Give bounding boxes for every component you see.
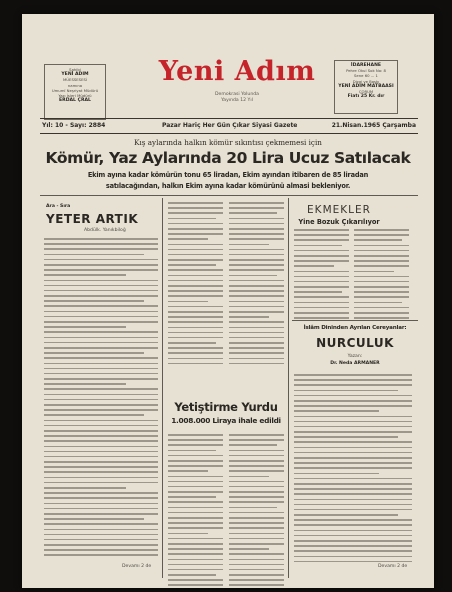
headline-sub-line2: satılacağından, halkın Ekim ayına kadar kömürünü almasi bekleniyor.: [105, 182, 351, 190]
lower-story-body-2: [229, 434, 284, 588]
headline-sub-line1: Ekim ayına kadar kömürün tonu 65 liradan, Ekim ayından itibaren de 85 liradan: [87, 171, 369, 179]
publisher-line3: Yazı İşleri Müdürü: [58, 93, 92, 99]
publisher-line1: namına: [67, 82, 83, 88]
issue-date: 21.Nisan.1965 Çarşamba: [331, 122, 416, 129]
feature-body: [294, 374, 412, 566]
publisher-box: [44, 64, 106, 120]
motto-line2: Yayında 12 Yıl: [221, 98, 253, 103]
column-middle-upper-body: [168, 202, 223, 368]
feature-continued: Devamı 2 de: [378, 564, 408, 569]
lower-story-title: Yetiştirme Yurdu: [174, 400, 278, 414]
headline-rule: [40, 195, 418, 196]
newspaper-page: [22, 14, 434, 588]
newspaper-title: Yeni Adım: [158, 56, 316, 87]
column-right-subtitle: Yine Bozuk Çıkarılıyor: [298, 218, 380, 226]
feature-byline-label: Yazan:: [347, 354, 363, 359]
office-box: [334, 60, 398, 114]
issue-info-bar: [40, 118, 418, 134]
feature-rule: [292, 320, 418, 321]
column-right-body: [294, 229, 349, 322]
office-line4: YENİ ADIM MATBAASI: [338, 83, 394, 89]
column-right-body-2: [354, 229, 409, 322]
lower-story-subtitle: 1.008.000 Liraya ihale edildi: [171, 416, 281, 425]
issue-slogan: Pazar Hariç Her Gün Çıkar Siyasi Gazete: [162, 122, 298, 129]
office-footer: Fiatı 25 Kr. dır: [347, 94, 385, 100]
column-author: Abdülk. Yanıkbiloğ: [84, 228, 126, 233]
feature-author: Dr. Neda ARMANER: [330, 361, 380, 366]
issue-volume: Yıl: 10 - Sayı: 2884: [42, 122, 106, 129]
feature-title: NURCULUK: [316, 336, 394, 350]
headline-main: Kömür, Yaz Aylarında 20 Lira Ucuz Satılacak: [45, 149, 411, 167]
lower-story-body: [168, 434, 223, 588]
headline-kicker: Kış aylarında halkın kömür sıkıntısı çekmemesi için: [134, 138, 322, 147]
publisher-line2: Umumî Neşriyat Müdürü: [51, 87, 99, 93]
office-line2: Sene 60 ... 1: [354, 73, 378, 79]
motto-line1: Demokrasi Yolunda: [215, 92, 259, 97]
publisher-box-title: Sahibi: [69, 67, 81, 72]
column-left-body: [44, 238, 158, 560]
feature-kicker: İslâm Dininden Ayrılan Cereyanlar:: [303, 325, 407, 331]
office-line3: Dizgi ve Baskı: [352, 78, 380, 84]
publisher-subtitle: MÜESSESESİ: [62, 77, 87, 83]
column-right-title: EKMEKLER: [307, 204, 371, 216]
office-line1: Pehre Okul Sok No: 8: [346, 68, 386, 74]
column-rule: [288, 198, 289, 578]
column-title: YETER ARTIK: [46, 212, 139, 226]
column-header: Ara - Sıra: [46, 204, 71, 209]
office-line5: ÇORUM: [358, 89, 374, 95]
publisher-footer: ERDAL ÇRAL: [59, 98, 91, 104]
masthead-motto: [172, 92, 302, 104]
office-box-title: İDAREHANE: [350, 63, 382, 68]
publisher-name: YENİ ADIM: [61, 72, 89, 78]
column-left-continued: Devamı 2 de: [122, 564, 152, 569]
column-rule: [162, 198, 163, 578]
column-middle-upper-body-2: [229, 202, 284, 368]
